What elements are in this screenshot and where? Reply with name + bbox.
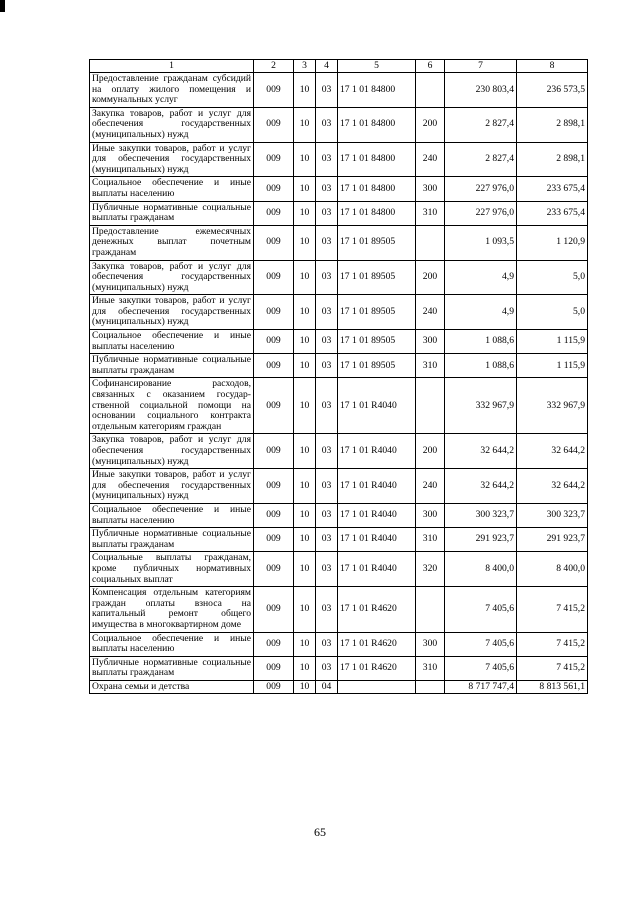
section-cell: 10 [294, 354, 316, 378]
section-cell: 10 [294, 378, 316, 434]
expense-type-cell: 310 [416, 528, 445, 552]
amount-year2-cell: 7 415,2 [517, 587, 588, 632]
admin-code-cell: 009 [254, 142, 294, 177]
table-row [90, 587, 588, 632]
subsection-cell: 03 [316, 73, 338, 108]
table-row [90, 354, 588, 378]
amount-year2-cell: 1 120,9 [517, 225, 588, 260]
amount-year2-cell: 5,0 [517, 260, 588, 295]
header-cell: 7 [445, 60, 517, 73]
section-cell: 10 [294, 142, 316, 177]
section-cell: 10 [294, 201, 316, 225]
amount-year1-cell: 300 323,7 [445, 503, 517, 527]
table-row [90, 528, 588, 552]
expense-type-cell: 200 [416, 434, 445, 469]
table-row [90, 260, 588, 295]
section-cell: 10 [294, 295, 316, 330]
row-name-cell: Социальное обеспечение и иные выплаты населению [90, 330, 254, 354]
amount-year1-cell: 227 976,0 [445, 201, 517, 225]
header-cell: 1 [90, 60, 254, 73]
table-row [90, 632, 588, 656]
section-cell: 10 [294, 107, 316, 142]
target-article-cell: 17 1 01 R4620 [338, 656, 416, 680]
subsection-cell: 03 [316, 552, 338, 587]
subsection-cell: 03 [316, 528, 338, 552]
subsection-cell: 03 [316, 330, 338, 354]
amount-year1-cell: 291 923,7 [445, 528, 517, 552]
row-name-cell: Предоставление ежемесячных денежных выплат почетным гражданам [90, 225, 254, 260]
target-article-cell: 17 1 01 R4040 [338, 378, 416, 434]
amount-year1-cell: 1 093,5 [445, 225, 517, 260]
table-row [90, 469, 588, 504]
subsection-cell: 03 [316, 295, 338, 330]
section-cell: 10 [294, 632, 316, 656]
subsection-cell: 03 [316, 503, 338, 527]
amount-year2-cell: 7 415,2 [517, 632, 588, 656]
section-cell: 10 [294, 177, 316, 201]
admin-code-cell: 009 [254, 225, 294, 260]
amount-year2-cell: 32 644,2 [517, 469, 588, 504]
amount-year2-cell: 2 898,1 [517, 142, 588, 177]
amount-year1-cell: 332 967,9 [445, 378, 517, 434]
page-number: 65 [314, 825, 326, 839]
admin-code-cell: 009 [254, 177, 294, 201]
row-name-cell: Иные закупки товаров, работ и услуг для обеспечения государственных (муниципальных) нужд [90, 142, 254, 177]
row-name-cell: Закупка товаров, работ и услуг для обеспечения государственных (муниципальных) нужд [90, 107, 254, 142]
amount-year2-cell: 300 323,7 [517, 503, 588, 527]
row-name-cell: Публичные нормативные социальные выплаты гражданам [90, 201, 254, 225]
amount-year2-cell: 1 115,9 [517, 330, 588, 354]
table-row [90, 552, 588, 587]
amount-year1-cell: 230 803,4 [445, 73, 517, 108]
section-cell: 10 [294, 503, 316, 527]
subsection-cell: 03 [316, 587, 338, 632]
subsection-cell: 03 [316, 469, 338, 504]
expense-type-cell: 300 [416, 177, 445, 201]
subsection-cell: 04 [316, 680, 338, 694]
expense-type-cell: 310 [416, 201, 445, 225]
target-article-cell: 17 1 01 R4040 [338, 552, 416, 587]
admin-code-cell: 009 [254, 680, 294, 694]
target-article-cell: 17 1 01 84800 [338, 107, 416, 142]
amount-year1-cell: 32 644,2 [445, 434, 517, 469]
target-article-cell: 17 1 01 R4620 [338, 632, 416, 656]
amount-year1-cell: 2 827,4 [445, 107, 517, 142]
row-name-cell: Охрана семьи и детства [90, 680, 254, 694]
admin-code-cell: 009 [254, 73, 294, 108]
subsection-cell: 03 [316, 656, 338, 680]
admin-code-cell: 009 [254, 330, 294, 354]
expense-type-cell: 200 [416, 107, 445, 142]
amount-year2-cell: 233 675,4 [517, 201, 588, 225]
amount-year2-cell: 332 967,9 [517, 378, 588, 434]
row-name-cell: Публичные нормативные социальные выплаты гражданам [90, 656, 254, 680]
amount-year1-cell: 7 405,6 [445, 587, 517, 632]
subsection-cell: 03 [316, 378, 338, 434]
budget-table [89, 59, 588, 694]
table-row [90, 330, 588, 354]
amount-year2-cell: 5,0 [517, 295, 588, 330]
amount-year2-cell: 233 675,4 [517, 177, 588, 201]
subsection-cell: 03 [316, 260, 338, 295]
table-row [90, 142, 588, 177]
row-name-cell: Социальные выплаты гражданам, кроме публичных нормативных социальных выплат [90, 552, 254, 587]
target-article-cell: 17 1 01 84800 [338, 177, 416, 201]
admin-code-cell: 009 [254, 378, 294, 434]
expense-type-cell [416, 680, 445, 694]
admin-code-cell: 009 [254, 469, 294, 504]
admin-code-cell: 009 [254, 503, 294, 527]
table-row [90, 225, 588, 260]
amount-year1-cell: 2 827,4 [445, 142, 517, 177]
amount-year2-cell: 291 923,7 [517, 528, 588, 552]
table-row [90, 107, 588, 142]
section-cell: 10 [294, 469, 316, 504]
amount-year2-cell: 8 813 561,1 [517, 680, 588, 694]
amount-year1-cell: 1 088,6 [445, 330, 517, 354]
admin-code-cell: 009 [254, 201, 294, 225]
section-cell: 10 [294, 434, 316, 469]
target-article-cell: 17 1 01 R4040 [338, 469, 416, 504]
amount-year2-cell: 7 415,2 [517, 656, 588, 680]
table-row [90, 656, 588, 680]
amount-year1-cell: 4,9 [445, 260, 517, 295]
subsection-cell: 03 [316, 107, 338, 142]
admin-code-cell: 009 [254, 632, 294, 656]
row-name-cell: Публичные нормативные социальные выплаты гражданам [90, 354, 254, 378]
expense-type-cell [416, 587, 445, 632]
target-article-cell: 17 1 01 89505 [338, 295, 416, 330]
amount-year1-cell: 227 976,0 [445, 177, 517, 201]
amount-year1-cell: 7 405,6 [445, 632, 517, 656]
section-cell: 10 [294, 587, 316, 632]
row-name-cell: Компенсация отдельным категориям граждан оплаты взноса на капитальный ремонт общего имущества в многоквартирном доме [90, 587, 254, 632]
admin-code-cell: 009 [254, 434, 294, 469]
expense-type-cell: 240 [416, 469, 445, 504]
target-article-cell: 17 1 01 89505 [338, 260, 416, 295]
table-row [90, 503, 588, 527]
row-name-cell: Иные закупки товаров, работ и услуг для обеспечения государственных (муниципальных) нужд [90, 295, 254, 330]
subsection-cell: 03 [316, 225, 338, 260]
expense-type-cell: 300 [416, 632, 445, 656]
expense-type-cell: 200 [416, 260, 445, 295]
section-cell: 10 [294, 225, 316, 260]
amount-year1-cell: 8 717 747,4 [445, 680, 517, 694]
admin-code-cell: 009 [254, 295, 294, 330]
table-row [90, 378, 588, 434]
amount-year1-cell: 7 405,6 [445, 656, 517, 680]
subsection-cell: 03 [316, 434, 338, 469]
row-name-cell: Предоставление гражданам субсидий на оплату жилого помещения и коммунальных услуг [90, 73, 254, 108]
amount-year1-cell: 8 400,0 [445, 552, 517, 587]
header-cell: 4 [316, 60, 338, 73]
row-name-cell: Софинансирование расходов, связанных с оказанием государственной социальной помощи на основании социального контракта отдельным категориям граждан [90, 378, 254, 434]
amount-year2-cell: 8 400,0 [517, 552, 588, 587]
subsection-cell: 03 [316, 201, 338, 225]
header-row [90, 60, 588, 73]
admin-code-cell: 009 [254, 656, 294, 680]
subsection-cell: 03 [316, 354, 338, 378]
amount-year2-cell: 236 573,5 [517, 73, 588, 108]
target-article-cell: 17 1 01 R4040 [338, 528, 416, 552]
amount-year1-cell: 1 088,6 [445, 354, 517, 378]
expense-type-cell [416, 378, 445, 434]
subsection-cell: 03 [316, 632, 338, 656]
expense-type-cell [416, 225, 445, 260]
table-row [90, 73, 588, 108]
row-name-cell: Закупка товаров, работ и услуг для обеспечения государственных (муниципальных) нужд [90, 434, 254, 469]
target-article-cell: 17 1 01 84800 [338, 201, 416, 225]
header-cell: 6 [416, 60, 445, 73]
amount-year2-cell: 32 644,2 [517, 434, 588, 469]
target-article-cell: 17 1 01 R4040 [338, 503, 416, 527]
admin-code-cell: 009 [254, 528, 294, 552]
target-article-cell: 17 1 01 84800 [338, 142, 416, 177]
expense-type-cell: 240 [416, 142, 445, 177]
row-name-cell: Публичные нормативные социальные выплаты гражданам [90, 528, 254, 552]
table-row [90, 434, 588, 469]
table-row [90, 295, 588, 330]
subsection-cell: 03 [316, 177, 338, 201]
expense-type-cell [416, 73, 445, 108]
expense-type-cell: 320 [416, 552, 445, 587]
section-cell: 10 [294, 552, 316, 587]
target-article-cell: 17 1 01 89505 [338, 354, 416, 378]
expense-type-cell: 300 [416, 330, 445, 354]
row-name-cell: Социальное обеспечение и иные выплаты населению [90, 177, 254, 201]
header-cell: 3 [294, 60, 316, 73]
expense-type-cell: 310 [416, 656, 445, 680]
row-name-cell: Социальное обеспечение и иные выплаты населению [90, 503, 254, 527]
admin-code-cell: 009 [254, 552, 294, 587]
table-row [90, 177, 588, 201]
admin-code-cell: 009 [254, 107, 294, 142]
table-row [90, 680, 588, 694]
section-cell: 10 [294, 680, 316, 694]
admin-code-cell: 009 [254, 587, 294, 632]
corner-mark [0, 0, 5, 12]
section-cell: 10 [294, 330, 316, 354]
section-cell: 10 [294, 260, 316, 295]
expense-type-cell: 310 [416, 354, 445, 378]
target-article-cell: 17 1 01 84800 [338, 73, 416, 108]
target-article-cell: 17 1 01 R4620 [338, 587, 416, 632]
admin-code-cell: 009 [254, 260, 294, 295]
expense-type-cell: 240 [416, 295, 445, 330]
target-article-cell: 17 1 01 89505 [338, 225, 416, 260]
row-name-cell: Социальное обеспечение и иные выплаты населению [90, 632, 254, 656]
table-row [90, 201, 588, 225]
amount-year2-cell: 2 898,1 [517, 107, 588, 142]
header-cell: 2 [254, 60, 294, 73]
header-cell: 8 [517, 60, 588, 73]
target-article-cell [338, 680, 416, 694]
amount-year1-cell: 32 644,2 [445, 469, 517, 504]
admin-code-cell: 009 [254, 354, 294, 378]
expense-type-cell: 300 [416, 503, 445, 527]
row-name-cell: Закупка товаров, работ и услуг для обеспечения государственных (муниципальных) нужд [90, 260, 254, 295]
row-name-cell: Иные закупки товаров, работ и услуг для обеспечения государственных (муниципальных) нужд [90, 469, 254, 504]
header-cell: 5 [338, 60, 416, 73]
amount-year1-cell: 4,9 [445, 295, 517, 330]
section-cell: 10 [294, 656, 316, 680]
subsection-cell: 03 [316, 142, 338, 177]
amount-year2-cell: 1 115,9 [517, 354, 588, 378]
target-article-cell: 17 1 01 89505 [338, 330, 416, 354]
section-cell: 10 [294, 73, 316, 108]
section-cell: 10 [294, 528, 316, 552]
target-article-cell: 17 1 01 R4040 [338, 434, 416, 469]
